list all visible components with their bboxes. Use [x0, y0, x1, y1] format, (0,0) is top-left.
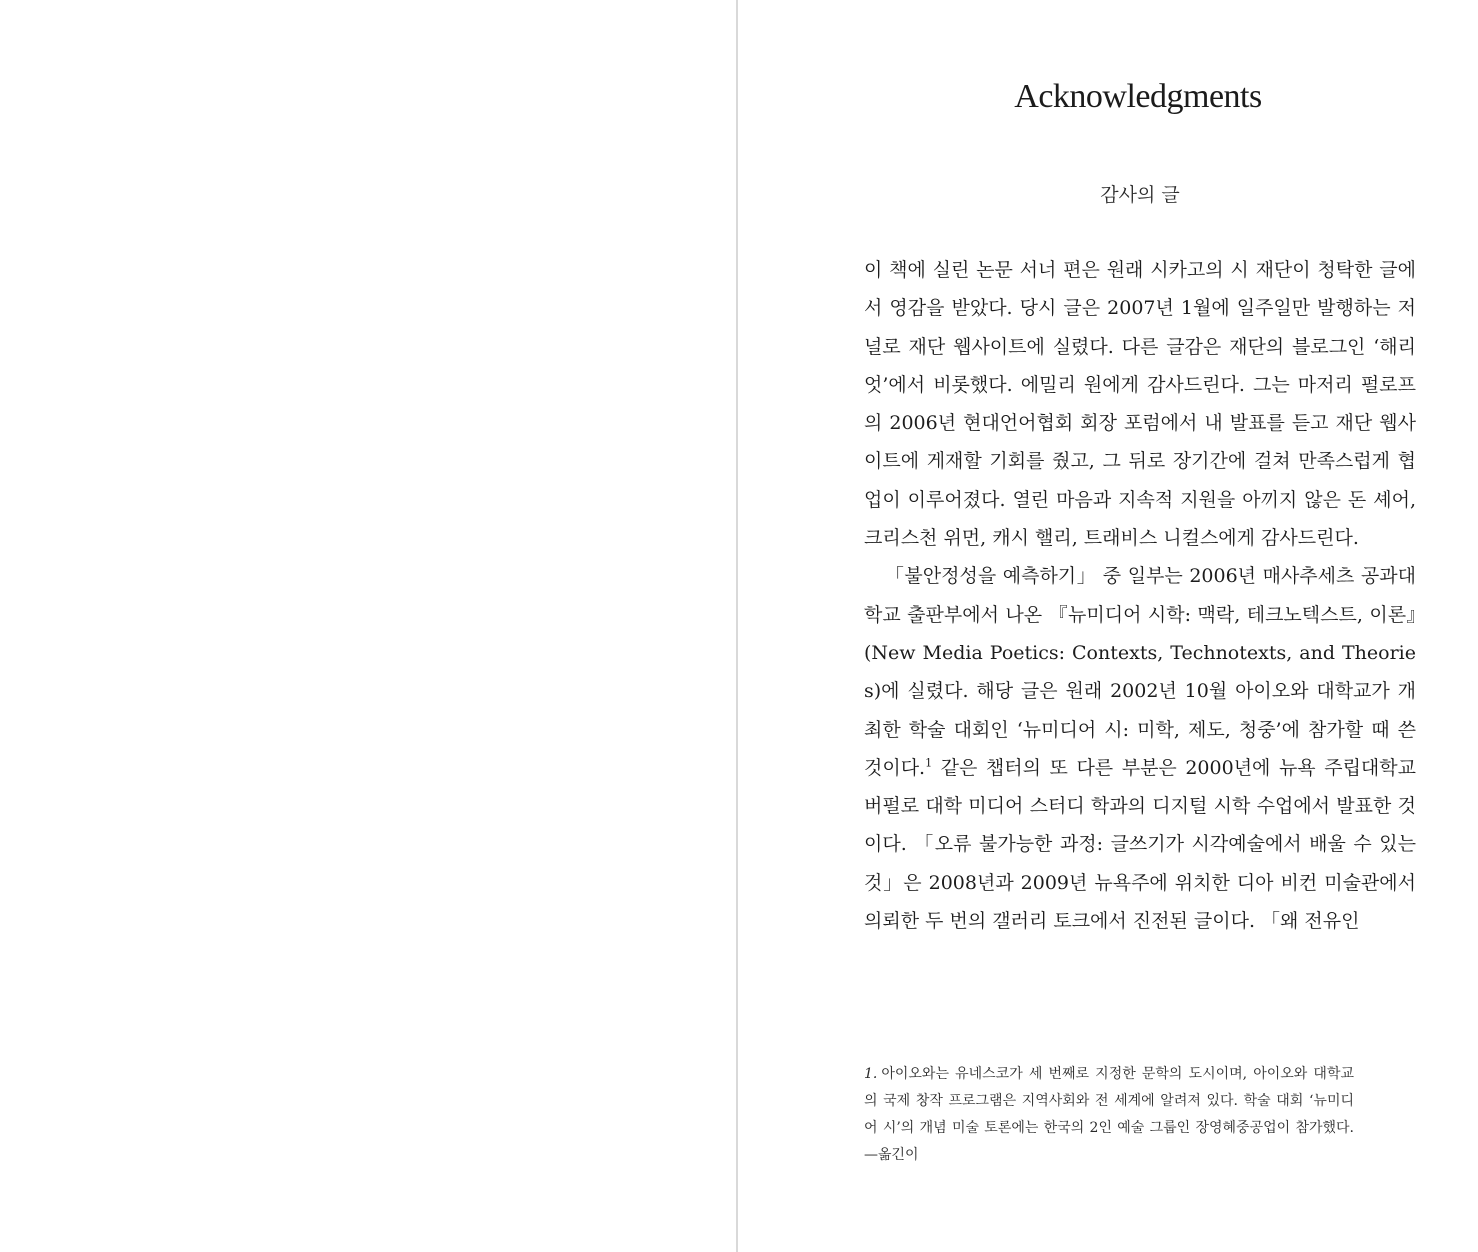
- footnote-number: 1.: [864, 1066, 878, 1082]
- body-paragraph-2-part-2: 같은 챕터의 또 다른 부분은 2000년에 뉴욕 주립대학교 버펄로 대학 미디어 스터디 학과의 디지털 시학 수업에서 발표한 것이다. 「오류 불가능한 과정: 글쓰기가 시각예술에서 배울 수 있는 것」은 2008년과 2009년 뉴욕주에 위치한 디아 비컨 미술관에서 의뢰한 두 번의 갤러리 토크에서 진전된 글이다. 「왜 전유인: [864, 756, 1416, 933]
- body-text: [864, 251, 1416, 940]
- body-paragraph-2: [864, 557, 1416, 940]
- left-page-blank: [0, 0, 736, 1252]
- body-paragraph-2-part-1: 「불안정성을 예측하기」 중 일부는 2006년 매사추세츠 공과대학교 출판부에서 나온 『뉴미디어 시학: 맥락, 테크노텍스트, 이론』(New Media Poetics: Contexts, Technotexts, and Theories)에 실렸다. 해당 글은 원래 2002년 10월 아이오와 대학교가 개최한 학술 대회인 ‘뉴미디어 시: 미학, 제도, 청중’에 참가할 때 쓴 것이다.: [864, 565, 1416, 779]
- chapter-title: Acknowledgments: [1014, 78, 1262, 115]
- footnote-text: 아이오와는 유네스코가 세 번째로 지정한 문학의 도시이며, 아이오와 대학교의 국제 창작 프로그램은 지역사회와 전 세계에 알려져 있다. 학술 대회 ‘뉴미디어 시’의 개념 미술 토론에는 한국의 2인 예술 그룹인 장영혜중공업이 참가했다.—옮긴이: [864, 1066, 1354, 1163]
- chapter-subtitle: 감사의 글: [1100, 184, 1180, 206]
- footnote-1: [864, 1061, 1354, 1169]
- footnote-reference-1[interactable]: 1: [925, 756, 933, 770]
- right-page: [738, 0, 1478, 1252]
- body-paragraph-1: 이 책에 실린 논문 서너 편은 원래 시카고의 시 재단이 청탁한 글에서 영감을 받았다. 당시 글은 2007년 1월에 일주일만 발행하는 저널로 재단 웹사이트에 실렸다. 다른 글감은 재단의 블로그인 ‘해리엇’에서 비롯했다. 에밀리 원에게 감사드린다. 그는 마저리 펄로프의 2006년 현대언어협회 회장 포럼에서 내 발표를 듣고 재단 웹사이트에 게재할 기회를 줬고, 그 뒤로 장기간에 걸쳐 만족스럽게 협업이 이루어졌다. 열린 마음과 지속적 지원을 아끼지 않은 돈 셰어, 크리스천 위먼, 캐시 핼리, 트래비스 니컬스에게 감사드린다.: [864, 259, 1416, 550]
